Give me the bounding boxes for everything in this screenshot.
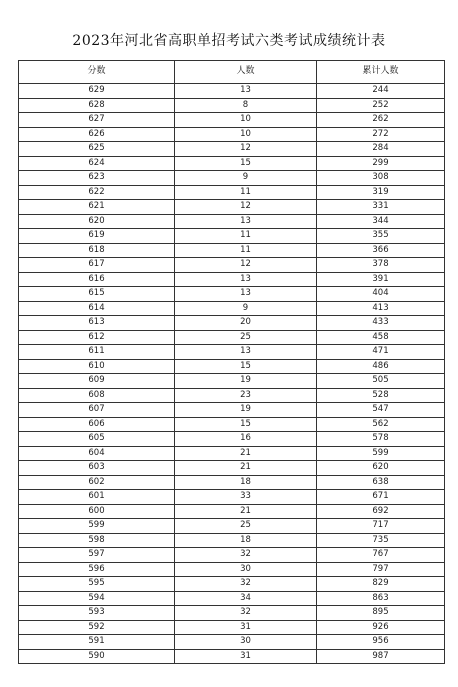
cell-cumulative: 671 xyxy=(317,490,445,505)
table-row xyxy=(19,490,445,505)
cell-cumulative: 262 xyxy=(317,113,445,128)
table-row xyxy=(19,98,445,113)
table-row xyxy=(19,142,445,157)
cell-cumulative: 895 xyxy=(317,606,445,621)
table-row xyxy=(19,591,445,606)
cell-score: 602 xyxy=(19,475,175,490)
cell-count: 13 xyxy=(175,345,317,360)
cell-score: 608 xyxy=(19,388,175,403)
cell-cumulative: 692 xyxy=(317,504,445,519)
cell-score: 603 xyxy=(19,461,175,476)
cell-count: 19 xyxy=(175,403,317,418)
table-row xyxy=(19,171,445,186)
cell-cumulative: 308 xyxy=(317,171,445,186)
cell-count: 21 xyxy=(175,446,317,461)
cell-count: 30 xyxy=(175,635,317,650)
table-row xyxy=(19,214,445,229)
cell-score: 592 xyxy=(19,620,175,635)
cell-score: 601 xyxy=(19,490,175,505)
table-row xyxy=(19,287,445,302)
cell-cumulative: 486 xyxy=(317,359,445,374)
cell-cumulative: 599 xyxy=(317,446,445,461)
cell-cumulative: 505 xyxy=(317,374,445,389)
table-row xyxy=(19,84,445,99)
table-row xyxy=(19,258,445,273)
cell-cumulative: 767 xyxy=(317,548,445,563)
cell-score: 597 xyxy=(19,548,175,563)
cell-cumulative: 413 xyxy=(317,301,445,316)
cell-score: 607 xyxy=(19,403,175,418)
cell-score: 623 xyxy=(19,171,175,186)
cell-score: 606 xyxy=(19,417,175,432)
page-title: 2023年河北省高职单招考试六类考试成绩统计表 xyxy=(72,33,386,49)
cell-count: 12 xyxy=(175,258,317,273)
column-header-score: 分数 xyxy=(19,61,175,84)
cell-score: 598 xyxy=(19,533,175,548)
cell-score: 628 xyxy=(19,98,175,113)
cell-score: 620 xyxy=(19,214,175,229)
cell-cumulative: 547 xyxy=(317,403,445,418)
table-row xyxy=(19,504,445,519)
table-row xyxy=(19,345,445,360)
table-row xyxy=(19,606,445,621)
cell-count: 10 xyxy=(175,113,317,128)
table-row xyxy=(19,533,445,548)
cell-count: 8 xyxy=(175,98,317,113)
cell-count: 11 xyxy=(175,185,317,200)
cell-score: 600 xyxy=(19,504,175,519)
cell-count: 34 xyxy=(175,591,317,606)
cell-cumulative: 829 xyxy=(317,577,445,592)
cell-count: 32 xyxy=(175,548,317,563)
cell-cumulative: 378 xyxy=(317,258,445,273)
cell-cumulative: 578 xyxy=(317,432,445,447)
table-row xyxy=(19,461,445,476)
cell-count: 25 xyxy=(175,519,317,534)
cell-count: 18 xyxy=(175,533,317,548)
cell-count: 20 xyxy=(175,316,317,331)
cell-count: 31 xyxy=(175,620,317,635)
table-row xyxy=(19,475,445,490)
cell-count: 12 xyxy=(175,200,317,215)
table-row xyxy=(19,562,445,577)
cell-cumulative: 717 xyxy=(317,519,445,534)
cell-count: 13 xyxy=(175,214,317,229)
table-row xyxy=(19,374,445,389)
cell-cumulative: 797 xyxy=(317,562,445,577)
cell-count: 32 xyxy=(175,606,317,621)
table-row xyxy=(19,301,445,316)
cell-cumulative: 433 xyxy=(317,316,445,331)
cell-score: 622 xyxy=(19,185,175,200)
cell-count: 15 xyxy=(175,417,317,432)
cell-cumulative: 244 xyxy=(317,84,445,99)
table-header-row xyxy=(19,61,445,84)
table-row xyxy=(19,446,445,461)
table-row xyxy=(19,649,445,664)
cell-cumulative: 735 xyxy=(317,533,445,548)
table-row xyxy=(19,577,445,592)
cell-cumulative: 331 xyxy=(317,200,445,215)
cell-count: 12 xyxy=(175,142,317,157)
table-row xyxy=(19,229,445,244)
table-row xyxy=(19,620,445,635)
cell-score: 594 xyxy=(19,591,175,606)
cell-cumulative: 355 xyxy=(317,229,445,244)
cell-score: 614 xyxy=(19,301,175,316)
table-row xyxy=(19,185,445,200)
cell-score: 616 xyxy=(19,272,175,287)
cell-score: 624 xyxy=(19,156,175,171)
cell-count: 10 xyxy=(175,127,317,142)
cell-score: 627 xyxy=(19,113,175,128)
cell-score: 596 xyxy=(19,562,175,577)
table-row xyxy=(19,519,445,534)
cell-count: 11 xyxy=(175,243,317,258)
cell-score: 605 xyxy=(19,432,175,447)
table-row xyxy=(19,200,445,215)
table-row xyxy=(19,432,445,447)
cell-count: 13 xyxy=(175,272,317,287)
cell-cumulative: 252 xyxy=(317,98,445,113)
cell-count: 31 xyxy=(175,649,317,664)
cell-score: 626 xyxy=(19,127,175,142)
cell-score: 618 xyxy=(19,243,175,258)
cell-count: 21 xyxy=(175,504,317,519)
cell-cumulative: 926 xyxy=(317,620,445,635)
cell-score: 625 xyxy=(19,142,175,157)
cell-score: 613 xyxy=(19,316,175,331)
score-statistics-table xyxy=(18,60,445,664)
cell-count: 16 xyxy=(175,432,317,447)
table-row xyxy=(19,127,445,142)
cell-count: 11 xyxy=(175,229,317,244)
cell-score: 615 xyxy=(19,287,175,302)
cell-cumulative: 391 xyxy=(317,272,445,287)
cell-score: 609 xyxy=(19,374,175,389)
table-row xyxy=(19,388,445,403)
cell-cumulative: 284 xyxy=(317,142,445,157)
table-row xyxy=(19,316,445,331)
column-header-cumulative: 累计人数 xyxy=(317,61,445,84)
cell-score: 595 xyxy=(19,577,175,592)
table-row xyxy=(19,417,445,432)
cell-score: 610 xyxy=(19,359,175,374)
cell-count: 18 xyxy=(175,475,317,490)
cell-score: 617 xyxy=(19,258,175,273)
cell-score: 611 xyxy=(19,345,175,360)
cell-score: 629 xyxy=(19,84,175,99)
table-row xyxy=(19,403,445,418)
cell-count: 25 xyxy=(175,330,317,345)
cell-count: 32 xyxy=(175,577,317,592)
cell-count: 9 xyxy=(175,171,317,186)
table-row xyxy=(19,548,445,563)
table-row xyxy=(19,272,445,287)
cell-cumulative: 987 xyxy=(317,649,445,664)
table-body xyxy=(19,84,445,664)
cell-score: 591 xyxy=(19,635,175,650)
cell-cumulative: 319 xyxy=(317,185,445,200)
cell-cumulative: 458 xyxy=(317,330,445,345)
cell-count: 9 xyxy=(175,301,317,316)
cell-count: 15 xyxy=(175,156,317,171)
table-row xyxy=(19,330,445,345)
cell-count: 23 xyxy=(175,388,317,403)
table-row xyxy=(19,635,445,650)
cell-cumulative: 638 xyxy=(317,475,445,490)
cell-cumulative: 620 xyxy=(317,461,445,476)
cell-score: 621 xyxy=(19,200,175,215)
cell-cumulative: 272 xyxy=(317,127,445,142)
cell-count: 13 xyxy=(175,287,317,302)
cell-count: 30 xyxy=(175,562,317,577)
cell-count: 33 xyxy=(175,490,317,505)
cell-cumulative: 471 xyxy=(317,345,445,360)
cell-cumulative: 528 xyxy=(317,388,445,403)
cell-score: 619 xyxy=(19,229,175,244)
cell-count: 21 xyxy=(175,461,317,476)
cell-cumulative: 562 xyxy=(317,417,445,432)
column-header-count: 人数 xyxy=(175,61,317,84)
cell-cumulative: 344 xyxy=(317,214,445,229)
cell-cumulative: 366 xyxy=(317,243,445,258)
table-row xyxy=(19,243,445,258)
table-row xyxy=(19,156,445,171)
cell-score: 590 xyxy=(19,649,175,664)
cell-cumulative: 299 xyxy=(317,156,445,171)
cell-cumulative: 956 xyxy=(317,635,445,650)
cell-score: 612 xyxy=(19,330,175,345)
cell-count: 15 xyxy=(175,359,317,374)
cell-score: 604 xyxy=(19,446,175,461)
cell-count: 13 xyxy=(175,84,317,99)
cell-score: 593 xyxy=(19,606,175,621)
cell-score: 599 xyxy=(19,519,175,534)
cell-cumulative: 863 xyxy=(317,591,445,606)
cell-count: 19 xyxy=(175,374,317,389)
table-row xyxy=(19,113,445,128)
table-row xyxy=(19,359,445,374)
cell-cumulative: 404 xyxy=(317,287,445,302)
